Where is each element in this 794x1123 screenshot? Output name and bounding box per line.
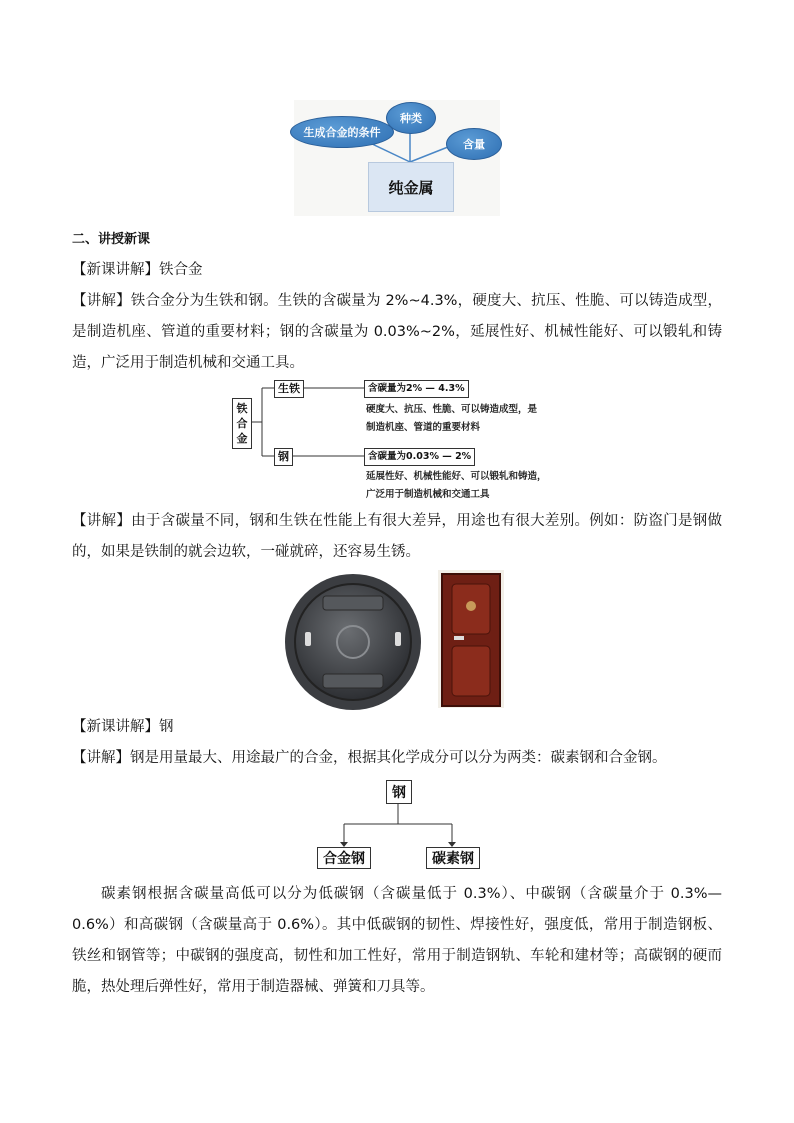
difference-text: 由于含碳量不同，钢和生铁在性能上有很大差异，用途也有很大差别。例如：防盗门是钢做的，如果是铁制的就会边软，一碰就碎，还容易生锈。 (72, 513, 723, 560)
iron-alloy-diagram (228, 376, 568, 500)
difference-paragraph (72, 506, 722, 568)
pure-metal-diagram (288, 100, 506, 216)
steel-node: 钢 (274, 448, 293, 466)
lecture-tag: 【讲解】 (72, 293, 131, 309)
pig-iron-props-1: 硬度大、抗压、性脆、可以铸造成型，是 (366, 404, 538, 415)
heading-text: 钢 (159, 719, 174, 735)
iron-alloy-lecture (72, 286, 722, 379)
carbon-steel-paragraph: 碳素钢根据含碳量高低可以分为低碳钢（含碳量低于 0.3%）、中碳钢（含碳量介于 0.3%—0.6%）和高碳钢（含碳量高于 0.6%）。其中低碳钢的韧性、焊接性好，强度低，常用于制造钢板、铁丝和钢管等；中碳钢的强度高，韧性和加工性好，常用于制造钢轨、车轮和建材等；高碳钢的硬而脆，热处理后弹性好，常用于制造器械、弹簧和刀具等。 (72, 886, 722, 995)
steel-props-2: 广泛用于制造机械和交通工具 (366, 489, 490, 500)
section-heading: 二、讲授新课 (72, 232, 151, 247)
iron-alloy-root: 铁合金 (232, 398, 252, 449)
content-bubble: 含量 (446, 128, 502, 160)
steel-carbon: 含碳量为0.03% — 2% (364, 448, 475, 466)
steel-root-box: 钢 (386, 780, 412, 804)
lecture-text: 钢是用量最大、用途最广的合金，根据其化学成分可以分为两类：碳素钢和合金钢。 (130, 750, 667, 766)
steel-lecture (72, 743, 722, 774)
lecture-text: 铁合金分为生铁和钢。生铁的含碳量为 2%~4.3%，硬度大、抗压、性脆、可以铸造成型，是制造机座、管道的重要材料；钢的含碳量为 0.03%~2%，延展性好、机械性能好、可以锻轧和铸造，广泛用于制造机械和交通工具。 (72, 293, 722, 371)
alloy-steel-box: 合金钢 (317, 847, 371, 869)
conditions-bubble: 生成合金的条件 (290, 116, 394, 148)
carbon-steel-box: 碳素钢 (426, 847, 480, 869)
heading-tag: 【新课讲解】 (72, 719, 159, 735)
iron-alloy-heading (72, 255, 722, 286)
pig-iron-carbon: 含碳量为2% — 4.3% (364, 380, 469, 398)
heading-text: 铁合金 (159, 262, 203, 278)
steel-props-1: 延展性好、机械性能好、可以锻轧和铸造， (366, 471, 547, 482)
steel-diagram (314, 778, 482, 870)
lecture-tag: 【讲解】 (72, 513, 132, 529)
pig-iron-props-2: 制造机座、管道的重要材料 (366, 422, 481, 433)
pure-metal-box: 纯金属 (368, 162, 454, 212)
security-door-image (438, 570, 504, 708)
pig-iron-node: 生铁 (274, 380, 304, 398)
manhole-cover-image (283, 572, 423, 712)
lecture-tag: 【讲解】 (72, 750, 130, 766)
types-bubble: 种类 (386, 102, 436, 134)
steel-heading (72, 712, 722, 743)
heading-tag: 【新课讲解】 (72, 262, 159, 278)
